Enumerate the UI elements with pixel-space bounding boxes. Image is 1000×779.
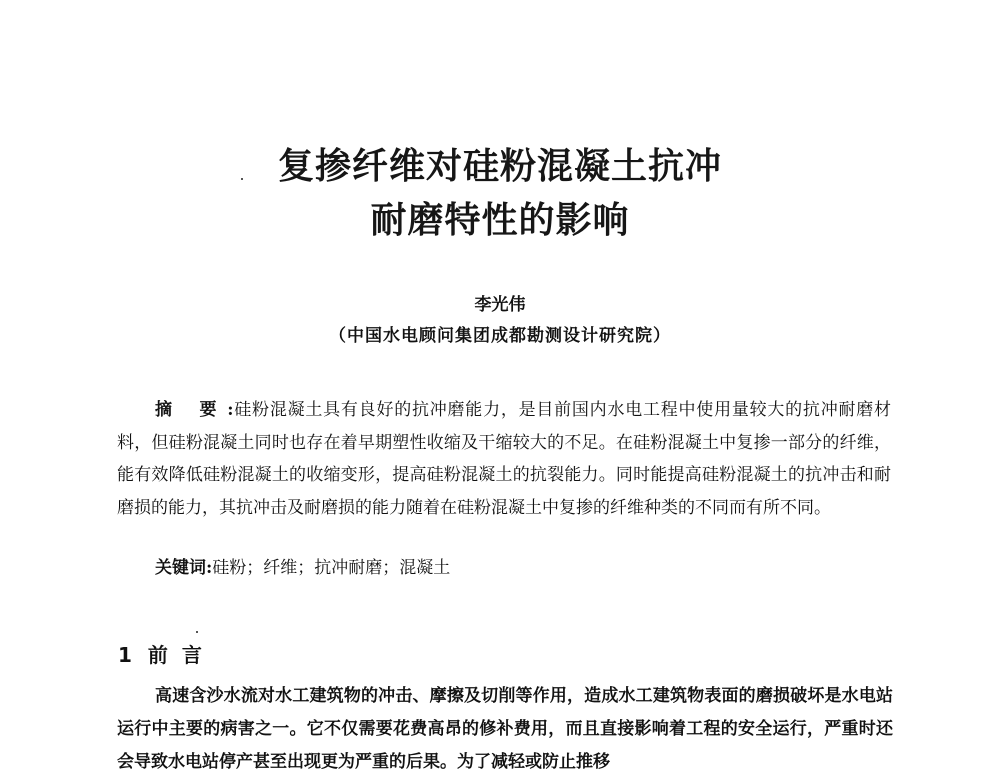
abstract: [117, 394, 891, 524]
scan-speck: [196, 631, 198, 633]
paper-title-line-2: 耐磨特性的影响: [370, 200, 630, 241]
section-number: 1: [118, 643, 132, 667]
body-paragraph: 高速含沙水流对水工建筑物的冲击、摩擦及切削等作用，造成水工建筑物表面的磨损破坏是水电站运行中主要的病害之一。它不仅需要花费高昂的修补费用，而且直接影响着工程的安全运行，严重时还会导致水电站停产甚至出现更为严重的后果。为了减轻或防止推移: [117, 686, 893, 772]
abstract-label: 摘 要: [155, 400, 228, 420]
section-heading: [118, 639, 216, 668]
paper-title-line-1: 复掺纤维对硅粉混凝土抗冲: [277, 146, 722, 187]
author-affiliation: （中国水电顾问集团成都勘测设计研究院）: [329, 326, 671, 346]
keywords-text: 硅粉；纤维；抗冲耐磨；混凝土: [212, 558, 451, 578]
author-name: 李光伟: [474, 295, 526, 315]
section-title: 前言: [147, 643, 216, 667]
scan-speck: [241, 178, 243, 180]
abstract-colon: :: [227, 400, 234, 420]
abstract-text: 硅粉混凝土具有良好的抗冲磨能力，是目前国内水电工程中使用量较大的抗冲耐磨材料，但硅粉混凝土同时也存在着早期塑性收缩及干缩较大的不足。在硅粉混凝土中复掺一部分的纤维，能有效降低硅粉混凝土的收缩变形，提高硅粉混凝土的抗裂能力。同时能提高硅粉混凝土的抗冲击和耐磨损的能力，其抗冲击及耐磨损的能力随着在硅粉混凝土中复掺的纤维种类的不同而有所不同。: [117, 400, 892, 518]
keywords-label: 关键词: [155, 558, 206, 578]
keywords: [155, 553, 450, 578]
keywords-colon: :: [206, 558, 213, 578]
